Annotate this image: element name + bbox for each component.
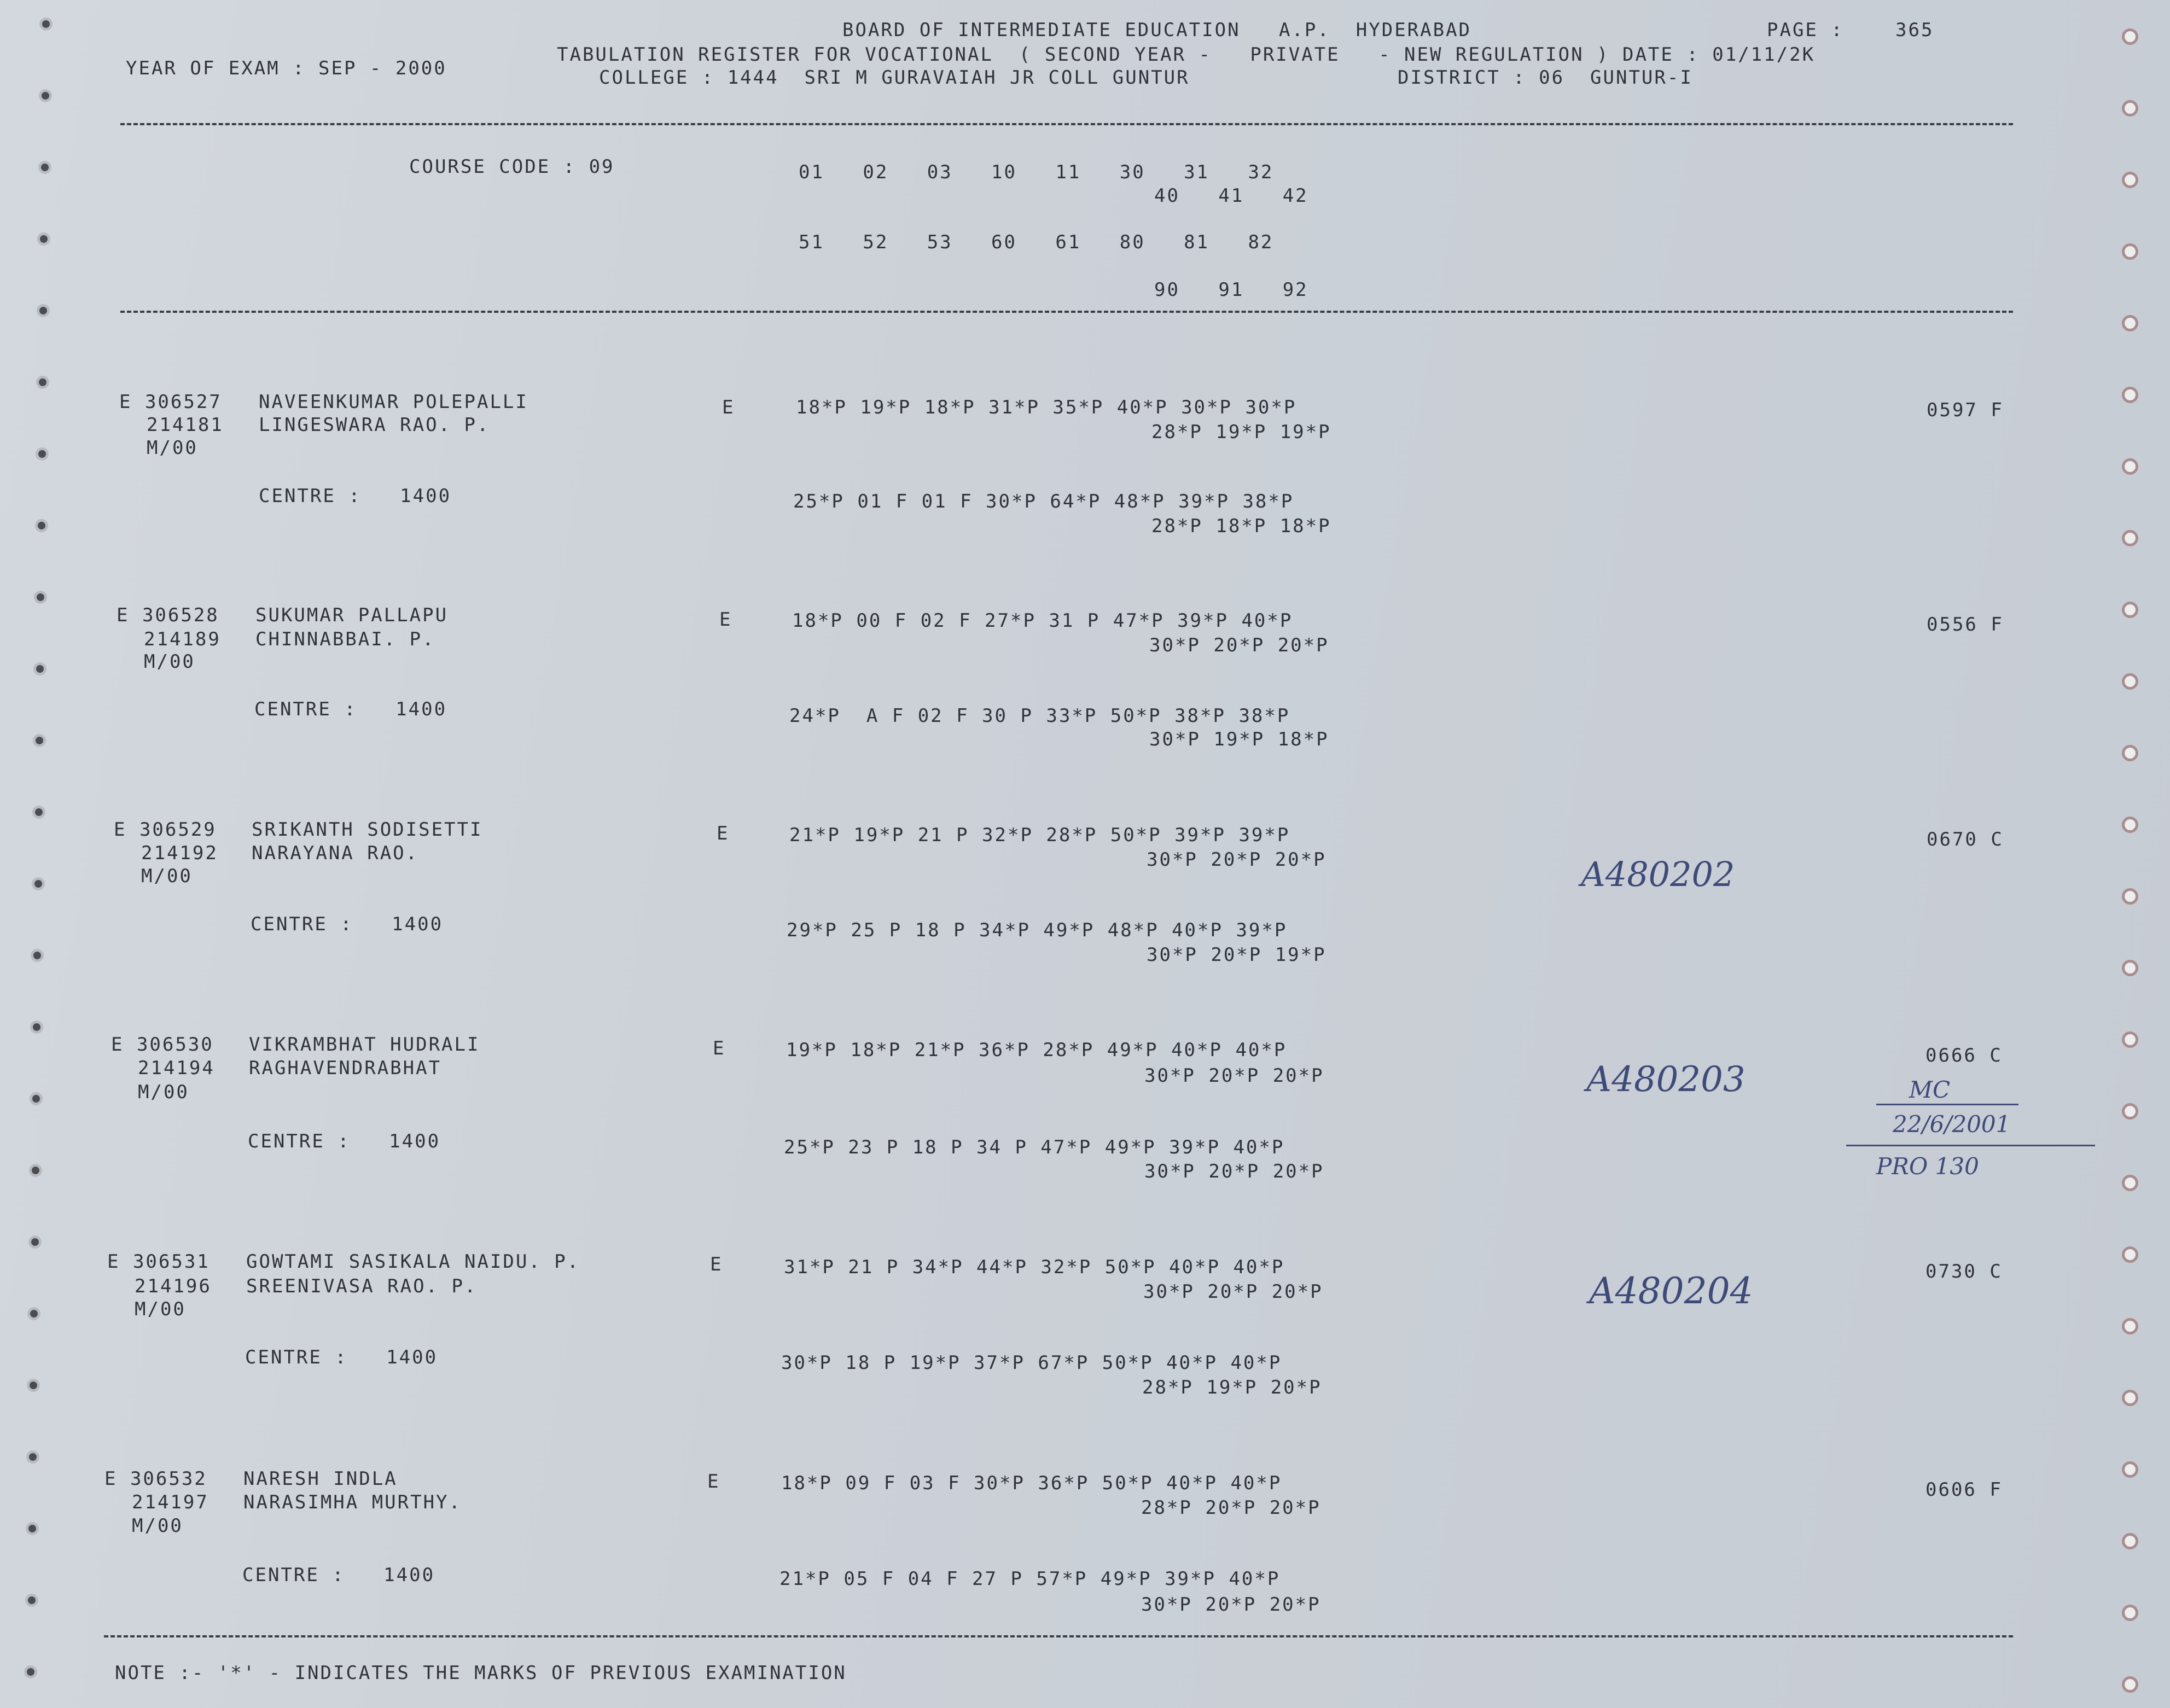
feed-hole <box>2122 1605 2138 1621</box>
handwritten-date: 22/6/2001 <box>1893 1111 2011 1138</box>
feed-hole <box>39 89 52 102</box>
course-code-label: COURSE CODE : 09 <box>409 156 615 178</box>
father-name: LINGESWARA RAO. P. <box>259 414 490 436</box>
board-title: BOARD OF INTERMEDIATE EDUCATION A.P. HYDERABAD <box>842 19 1472 41</box>
feed-hole <box>2122 172 2138 188</box>
feed-hole <box>34 591 47 604</box>
district: DISTRICT : 06 GUNTUR-I <box>1398 67 1693 89</box>
year-of-exam: YEAR OF EXAM : SEP - 2000 <box>126 57 447 79</box>
roll-number: E 306527 <box>119 391 222 413</box>
handwritten-underline <box>1876 1104 2018 1105</box>
student-name: GOWTAMI SASIKALA NAIDU. P. <box>246 1251 580 1273</box>
student-name: SRIKANTH SODISETTI <box>252 819 483 841</box>
footer-divider <box>104 1635 2013 1637</box>
marks-row-4: 30*P 20*P 20*P <box>1141 1594 1321 1616</box>
feed-hole <box>2122 1103 2138 1120</box>
father-name: CHINNABBAI. P. <box>255 628 435 650</box>
roll-number: E 306531 <box>107 1251 210 1273</box>
handwritten-note: A480203 <box>1586 1059 1746 1100</box>
student-name: NARESH INDLA <box>243 1468 398 1490</box>
feed-hole <box>30 1092 43 1105</box>
right-feed-strip <box>2093 0 2170 1708</box>
father-name: SREENIVASA RAO. P. <box>246 1275 478 1297</box>
marks-row-1: 18*P 00 F 02 F 27*P 31 P 47*P 39*P 40*P <box>792 610 1293 632</box>
marks-row-3: 25*P 01 F 01 F 30*P 64*P 48*P 39*P 38*P <box>793 491 1294 512</box>
header-divider <box>120 123 2013 125</box>
student-name: VIKRAMBHAT HUDRALI <box>249 1034 480 1056</box>
course-code-row-3: 51 52 53 60 61 80 81 82 <box>799 231 1274 253</box>
registration-code: 214197 <box>132 1491 209 1513</box>
medium: M/00 <box>147 437 198 459</box>
page-label: PAGE : <box>1767 19 1844 41</box>
feed-hole <box>2122 1533 2138 1549</box>
feed-hole <box>2122 243 2138 260</box>
medium: M/00 <box>132 1515 183 1537</box>
feed-hole <box>29 1164 42 1177</box>
centre: CENTRE : 1400 <box>259 485 452 507</box>
feed-hole <box>2122 1461 2138 1478</box>
feed-hole <box>2122 1318 2138 1334</box>
feed-hole <box>24 1665 37 1678</box>
marks-row-1: 21*P 19*P 21 P 32*P 28*P 50*P 39*P 39*P <box>789 824 1290 846</box>
page-number: 365 <box>1895 19 1934 41</box>
feed-hole <box>32 877 45 890</box>
feed-hole <box>2122 1676 2138 1693</box>
centre: CENTRE : 1400 <box>251 913 444 935</box>
category-flag: E <box>722 397 735 418</box>
marks-row-3: 24*P A F 02 F 30 P 33*P 50*P 38*P 38*P <box>789 705 1290 727</box>
marks-row-1: 18*P 19*P 18*P 31*P 35*P 40*P 30*P 30*P <box>796 397 1297 418</box>
feed-hole <box>35 519 48 532</box>
handwritten-note: A480202 <box>1581 854 1735 894</box>
registration-code: 214192 <box>141 842 218 864</box>
medium: M/00 <box>144 651 195 673</box>
father-name: RAGHAVENDRABHAT <box>249 1057 442 1079</box>
feed-hole <box>26 1450 39 1464</box>
feed-hole <box>2122 387 2138 403</box>
feed-hole <box>2122 817 2138 833</box>
feed-hole <box>33 734 46 747</box>
register-title: TABULATION REGISTER FOR VOCATIONAL ( SECOND YEAR - PRIVATE - NEW REGULATION ) DATE : 01/11/2K <box>557 44 1816 66</box>
registration-code: 214194 <box>138 1057 215 1079</box>
feed-hole <box>27 1379 40 1392</box>
course-code-row-1: 01 02 03 10 11 30 31 32 <box>799 161 1274 183</box>
feed-hole <box>37 304 50 317</box>
feed-hole <box>32 806 45 819</box>
category-flag: E <box>719 609 732 631</box>
marks-row-1: 18*P 09 F 03 F 30*P 36*P 50*P 40*P 40*P <box>781 1472 1282 1494</box>
marks-row-2: 28*P 20*P 20*P <box>1141 1497 1321 1519</box>
handwritten-divider <box>1846 1145 2095 1146</box>
marks-row-3: 29*P 25 P 18 P 34*P 49*P 48*P 40*P 39*P <box>787 919 1288 941</box>
marks-row-2: 30*P 20*P 20*P <box>1144 1065 1324 1087</box>
marks-row-4: 30*P 20*P 19*P <box>1147 944 1327 966</box>
feed-hole <box>39 18 53 31</box>
centre: CENTRE : 1400 <box>245 1346 438 1368</box>
feed-hole <box>2122 315 2138 331</box>
college-name: COLLEGE : 1444 SRI M GURAVAIAH JR COLL GUNTUR <box>599 67 1190 89</box>
student-name: SUKUMAR PALLAPU <box>255 604 449 626</box>
feed-hole <box>28 1235 42 1249</box>
feed-hole <box>2122 530 2138 546</box>
feed-hole <box>2122 1390 2138 1406</box>
registration-code: 214181 <box>147 414 224 436</box>
course-code-divider <box>120 311 2013 313</box>
feed-hole <box>2122 1175 2138 1191</box>
category-flag: E <box>713 1037 726 1059</box>
feed-hole <box>2122 1246 2138 1263</box>
total-result: 0606 F <box>1925 1479 2003 1501</box>
marks-row-2: 28*P 19*P 19*P <box>1151 421 1331 443</box>
feed-hole <box>36 376 49 389</box>
total-result: 0730 C <box>1925 1261 2003 1283</box>
feed-hole <box>38 161 51 174</box>
course-code-row-2: 40 41 42 <box>1154 185 1308 207</box>
category-flag: E <box>717 823 730 844</box>
feed-hole <box>2122 1031 2138 1048</box>
marks-row-2: 30*P 20*P 20*P <box>1143 1281 1323 1303</box>
footer-note: NOTE :- '*' - INDICATES THE MARKS OF PREVIOUS EXAMINATION <box>115 1662 847 1684</box>
feed-hole <box>31 949 44 962</box>
feed-hole <box>2122 960 2138 976</box>
centre: CENTRE : 1400 <box>242 1564 435 1586</box>
medium: M/00 <box>141 865 193 887</box>
roll-number: E 306528 <box>117 604 219 626</box>
feed-hole <box>25 1594 38 1607</box>
handwritten-pro: PRO 130 <box>1876 1153 1979 1180</box>
feed-hole <box>2122 673 2138 690</box>
marks-row-1: 19*P 18*P 21*P 36*P 28*P 49*P 40*P 40*P <box>786 1039 1287 1061</box>
handwritten-mc: MC <box>1909 1076 1951 1103</box>
student-name: NAVEENKUMAR POLEPALLI <box>259 391 528 413</box>
category-flag: E <box>710 1254 723 1275</box>
marks-row-3: 21*P 05 F 04 F 27 P 57*P 49*P 39*P 40*P <box>779 1568 1281 1590</box>
father-name: NARASIMHA MURTHY. <box>243 1491 462 1513</box>
feed-hole <box>2122 888 2138 905</box>
roll-number: E 306530 <box>111 1034 214 1056</box>
left-feed-strip <box>0 0 77 1708</box>
total-result: 0670 C <box>1927 829 2004 850</box>
marks-row-4: 28*P 18*P 18*P <box>1151 515 1331 537</box>
roll-number: E 306532 <box>104 1468 207 1490</box>
roll-number: E 306529 <box>114 819 217 841</box>
feed-hole <box>26 1522 39 1535</box>
centre: CENTRE : 1400 <box>248 1130 441 1152</box>
marks-row-4: 28*P 19*P 20*P <box>1142 1377 1322 1398</box>
father-name: NARAYANA RAO. <box>252 842 419 864</box>
feed-hole <box>33 662 46 675</box>
marks-row-1: 31*P 21 P 34*P 44*P 32*P 50*P 40*P 40*P <box>784 1256 1285 1278</box>
marks-row-3: 25*P 23 P 18 P 34 P 47*P 49*P 39*P 40*P <box>784 1136 1285 1158</box>
feed-hole <box>2122 745 2138 761</box>
feed-hole <box>30 1021 43 1034</box>
handwritten-note: A480204 <box>1589 1270 1753 1312</box>
feed-hole <box>27 1307 40 1320</box>
marks-row-4: 30*P 19*P 18*P <box>1149 728 1329 750</box>
registration-code: 214196 <box>135 1275 212 1297</box>
feed-hole <box>36 447 49 460</box>
medium: M/00 <box>135 1298 186 1320</box>
course-code-row-4: 90 91 92 <box>1154 279 1308 301</box>
marks-row-2: 30*P 20*P 20*P <box>1147 849 1327 871</box>
total-result: 0597 F <box>1927 399 2004 421</box>
marks-row-3: 30*P 18 P 19*P 37*P 67*P 50*P 40*P 40*P <box>781 1352 1282 1374</box>
feed-hole <box>37 232 50 246</box>
feed-hole <box>2122 602 2138 618</box>
marks-row-2: 30*P 20*P 20*P <box>1149 634 1329 656</box>
total-result: 0666 C <box>1925 1045 2003 1066</box>
feed-hole <box>2122 28 2138 45</box>
feed-hole <box>2122 100 2138 116</box>
category-flag: E <box>707 1471 720 1493</box>
feed-hole <box>2122 458 2138 475</box>
medium: M/00 <box>138 1081 189 1103</box>
centre: CENTRE : 1400 <box>254 698 447 720</box>
registration-code: 214189 <box>144 628 221 650</box>
marks-row-4: 30*P 20*P 20*P <box>1144 1161 1324 1182</box>
total-result: 0556 F <box>1927 614 2004 636</box>
